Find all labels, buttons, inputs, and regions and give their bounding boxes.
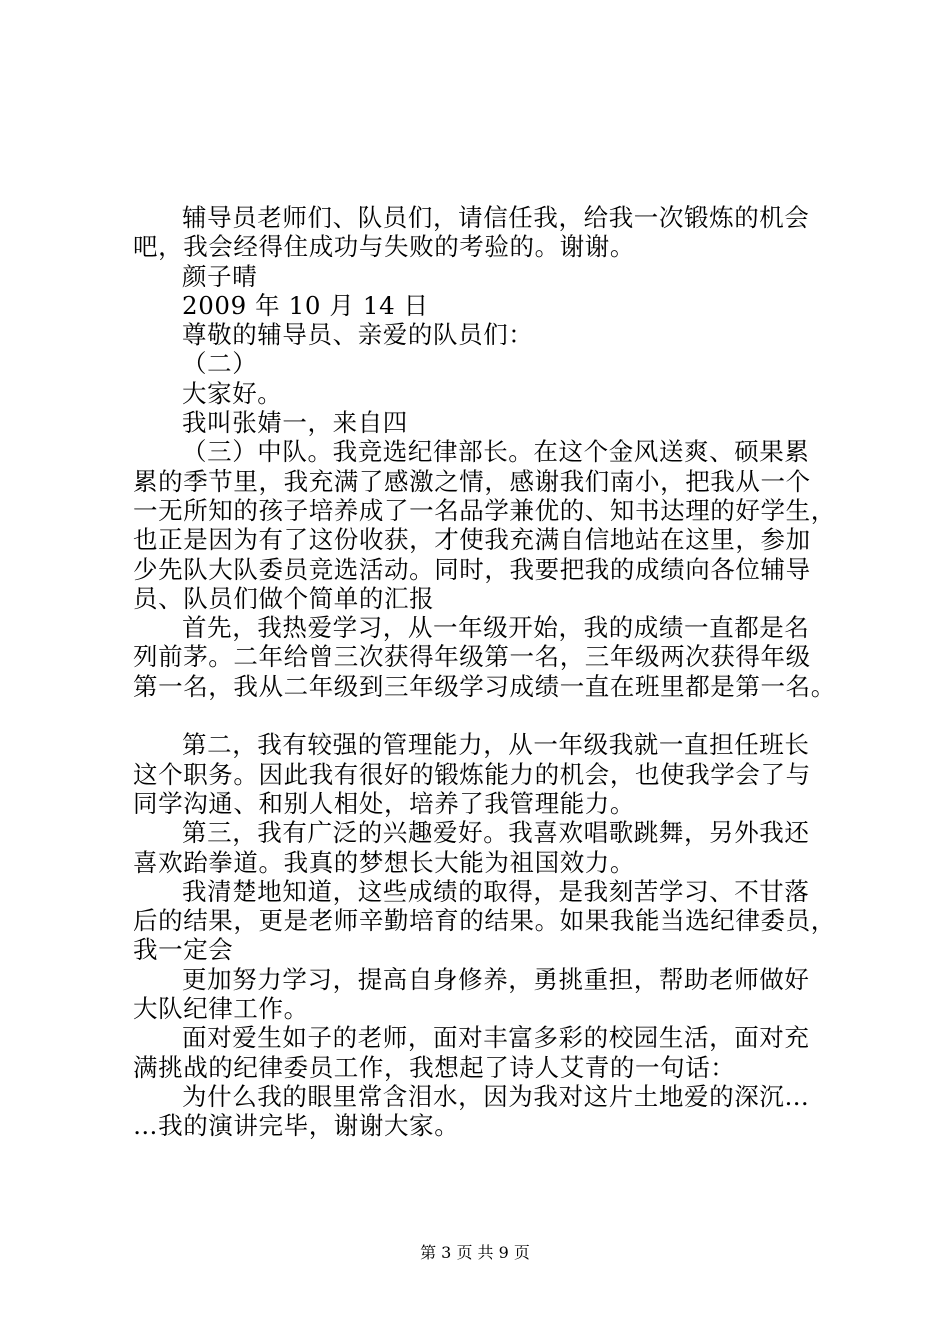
text-line: （三）中队。我竞选纪律部长。在这个金风送爽、硕果累 — [182, 437, 810, 467]
page-footer — [0, 1243, 950, 1263]
text-line: 也正是因为有了这份收获，才使我充满自信地站在这里，参加 — [133, 525, 811, 555]
text-line: 第一名，我从二年级到三年级学习成绩一直在班里都是第一名。 — [133, 671, 836, 701]
text-line: 第三，我有广泛的兴趣爱好。我喜欢唱歌跳舞，另外我还 — [182, 818, 810, 848]
text-line: 为什么我的眼里常含泪水，因为我对这片土地爱的深沉… — [182, 1081, 810, 1111]
text-line: （二） — [182, 349, 258, 379]
text-line: 大队纪律工作。 — [133, 994, 309, 1024]
text-line: 我叫张婧一，来自四 — [182, 408, 408, 438]
text-line: 后的结果，更是老师辛勤培育的结果。如果我能当选纪律委员， — [133, 906, 836, 936]
text-line: 同学沟通、和别人相处，培养了我管理能力。 — [133, 788, 635, 818]
page-number: 第 3 页 共 9 页 — [420, 1243, 530, 1262]
text-line: 第二，我有较强的管理能力，从一年级我就一直担任班长 — [182, 730, 810, 760]
text-line: 颜子晴 — [182, 261, 258, 291]
text-line: 辅导员老师们、队员们，请信任我，给我一次锻炼的机会 — [182, 203, 810, 232]
text-line: 员、队员们做个简单的汇报 — [133, 583, 435, 613]
text-line: 列前茅。二年给曾三次获得年级第一名，三年级两次获得年级 — [133, 642, 811, 672]
text-line: 满挑战的纪律委员工作，我想起了诗人艾青的一句话： — [133, 1052, 736, 1082]
text-line: 喜欢跆拳道。我真的梦想长大能为祖国效力。 — [133, 847, 635, 877]
text-line: 这个职务。因此我有很好的锻炼能力的机会，也使我学会了与 — [133, 759, 811, 789]
text-line: 首先，我热爱学习，从一年级开始，我的成绩一直都是名 — [182, 613, 810, 643]
text-line: 少先队大队委员竞选活动。同时，我要把我的成绩向各位辅导 — [133, 554, 811, 584]
blank-line — [133, 701, 833, 730]
text-line: 尊敬的辅导员、亲爱的队员们： — [182, 320, 534, 350]
text-line: 更加努力学习，提高自身修养，勇挑重担，帮助老师做好 — [182, 964, 810, 994]
text-line: 我清楚地知道，这些成绩的取得，是我刻苦学习、不甘落 — [182, 876, 810, 906]
text-line: 一无所知的孩子培养成了一名品学兼优的、知书达理的好学生， — [133, 495, 836, 525]
text-line: 我一定会 — [133, 935, 234, 965]
text-line: 吧，我会经得住成功与失败的考验的。谢谢。 — [133, 232, 635, 262]
text-line: 2009 年 10 月 14 日 — [182, 290, 429, 320]
text-line: 面对爱生如子的老师，面对丰富多彩的校园生活，面对充 — [182, 1023, 810, 1053]
text-line: 大家好。 — [182, 378, 283, 408]
text-line: 累的季节里，我充满了感激之情，感谢我们南小，把我从一个 — [133, 466, 811, 496]
text-line: …我的演讲完毕，谢谢大家。 — [133, 1111, 460, 1141]
document-body — [133, 203, 836, 1141]
